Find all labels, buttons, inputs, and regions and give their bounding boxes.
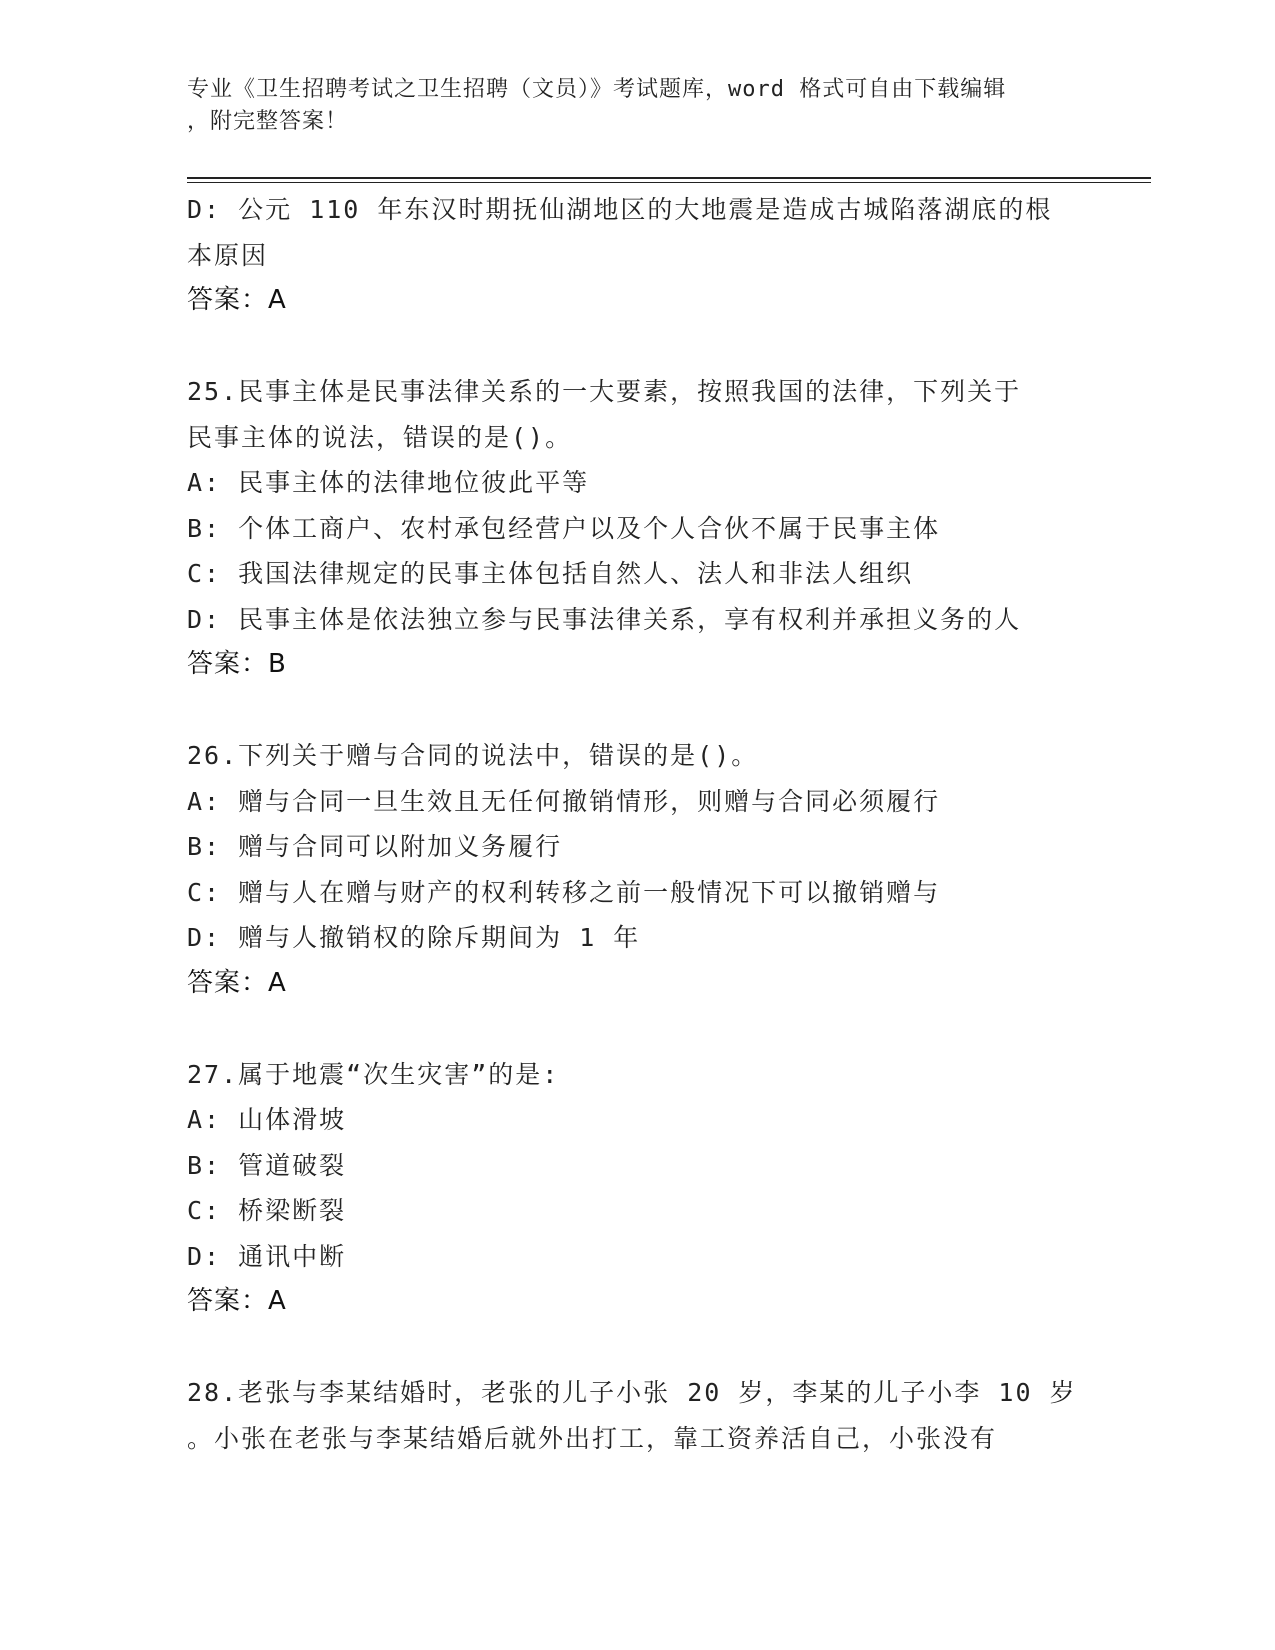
spacer <box>187 1325 1087 1371</box>
document-header <box>187 74 1067 138</box>
answer-label: 答案：A <box>187 285 287 315</box>
question-stem: 27.属于地震“次生灾害”的是: <box>187 1059 560 1089</box>
answer-label: 答案：A <box>187 967 287 998</box>
option-a: A: 赠与合同一旦生效且无任何撤销情形，则赠与合同必须履行 <box>187 786 941 816</box>
option-c: C: 桥梁断裂 <box>187 1196 347 1225</box>
spacer <box>187 688 1087 734</box>
option-b: B: 赠与合同可以附加义务履行 <box>187 832 563 861</box>
header-line-2: ，附完整答案！ <box>187 109 349 134</box>
question-25 <box>187 369 1087 688</box>
question-stem: 26.下列关于赠与合同的说法中，错误的是()。 <box>187 741 759 770</box>
option-b: B: 个体工商户、农村承包经营户以及个人合伙不属于民事主体 <box>187 513 941 543</box>
option-c: C: 赠与人在赠与财产的权利转移之前一般情况下可以撤销赠与 <box>187 877 941 907</box>
option-d: D: 通讯中断 <box>187 1241 347 1271</box>
header-divider-thick <box>187 177 1151 179</box>
question-27 <box>187 1052 1087 1325</box>
option-b: B: 管道破裂 <box>187 1150 347 1180</box>
option-a: A: 山体滑坡 <box>187 1105 347 1134</box>
question-stem: 28.老张与李某结婚时，老张的儿子小张 20 岁，李某的儿子小李 10 岁 <box>187 1378 1077 1407</box>
prev-question-block <box>187 187 1087 324</box>
option-d: D: 民事主体是依法独立参与民事法律关系，享有权利并承担义务的人 <box>187 604 1022 634</box>
question-stem-continued: 民事主体的说法，错误的是()。 <box>187 422 573 452</box>
answer-label: 答案：A <box>187 1286 287 1316</box>
header-divider-thin <box>187 182 1151 183</box>
spacer <box>187 324 1087 370</box>
spacer <box>187 1006 1087 1052</box>
option-d: D: 赠与人撤销权的除斥期间为 1 年 <box>187 923 641 952</box>
answer-label: 答案：B <box>187 649 287 679</box>
option-c: C: 我国法律规定的民事主体包括自然人、法人和非法人组织 <box>187 559 914 588</box>
question-26 <box>187 733 1087 1006</box>
option-a: A: 民事主体的法律地位彼此平等 <box>187 468 590 497</box>
question-stem: 25.民事主体是民事法律关系的一大要素，按照我国的法律，下列关于 <box>187 377 1022 406</box>
option-d: D: 公元 110 年东汉时期抚仙湖地区的大地震是造成古城陷落湖底的根 <box>187 195 1053 224</box>
header-line-1: 专业《卫生招聘考试之卫生招聘（文员）》考试题库，word 格式可自由下载编辑 <box>187 77 1007 102</box>
question-stem-continued: 。小张在老张与李某结婚后就外出打工，靠工资养活自己，小张没有 <box>187 1423 998 1453</box>
question-content <box>187 187 1087 1461</box>
question-28 <box>187 1370 1087 1461</box>
option-d-continued: 本原因 <box>187 240 269 270</box>
